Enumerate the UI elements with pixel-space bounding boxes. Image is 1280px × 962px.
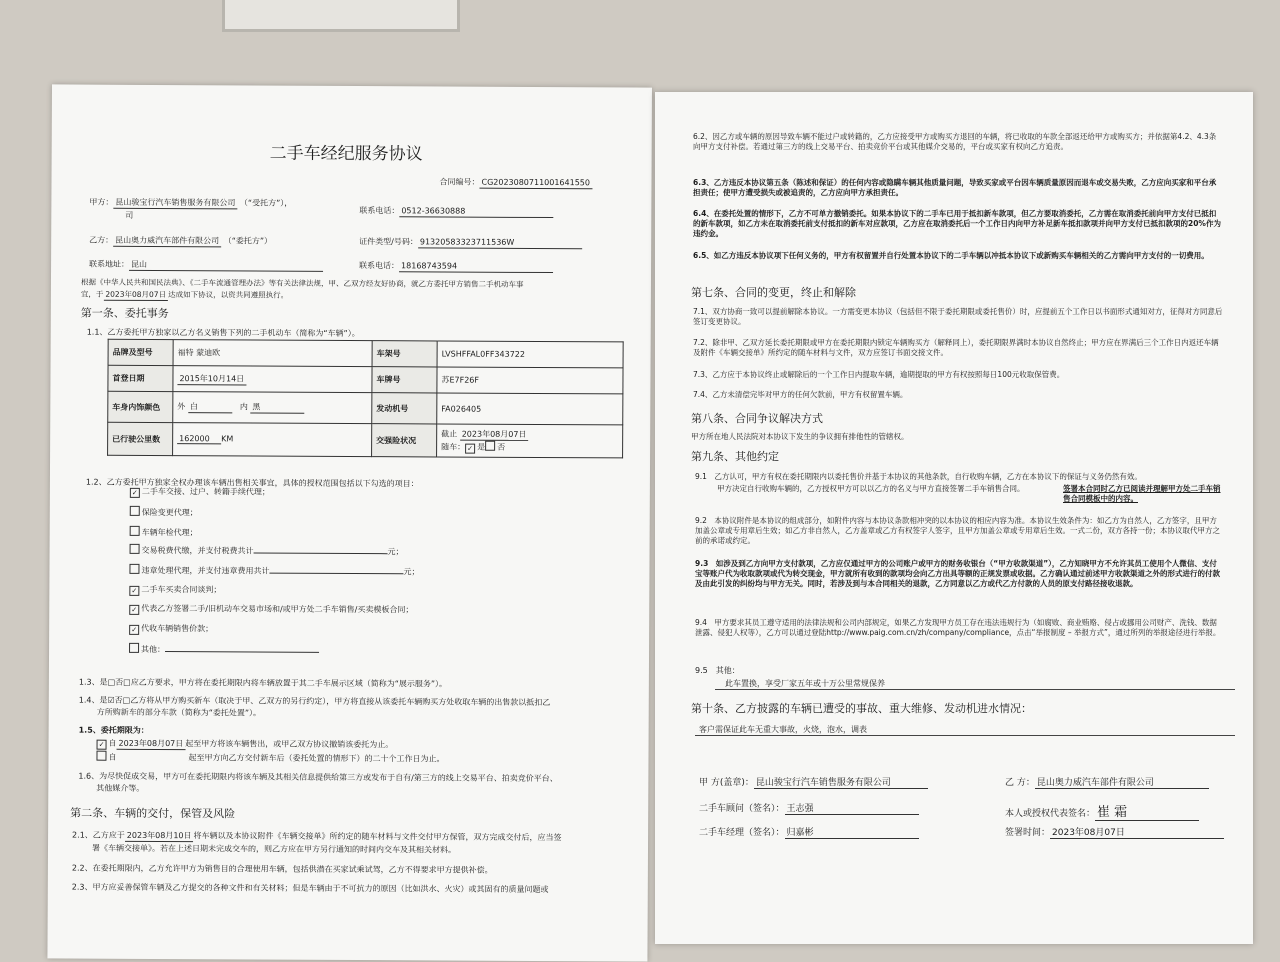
clause-1-1: 1.1、乙方委托甲方独家以乙方名义销售下列的二手机动车（简称为“车辆”）。 xyxy=(86,327,360,339)
sig-party-b: 乙 方： 昆山奥力威汽车部件有限公司 xyxy=(1005,775,1209,789)
clause-8: 甲方所在地人民法院对本协议下发生的争议拥有排他性的管辖权。 xyxy=(691,432,909,441)
auth-option: ✓ 代表乙方签署二手/旧机动车交易市场和/或甲方处二手车销售/买卖模板合同； xyxy=(129,603,413,616)
vehicle-info-table: 品牌及型号 福特 蒙迪欧 车架号 LVSHFFAL0FF343722 首登日期 2015年10月14日 车牌号 苏E7F26F 车身内饰颜色 外 白 内 黑 发动机号 FA026405 已行驶公里数 162000 KM 交强险状况 截止 2023年08月07日 随车： ✓ 是 否 xyxy=(107,339,624,459)
auth-option: 保险变更代理； xyxy=(130,506,198,518)
party-b-phone: 联系电话： 18168743594 xyxy=(359,260,553,273)
engine-value: FA026405 xyxy=(437,393,623,425)
checkbox[interactable] xyxy=(129,643,139,653)
section-7-title: 第七条、合同的变更，终止和解除 xyxy=(691,286,856,299)
clause-7-4: 7.4、乙方未清偿完毕对甲方的任何欠款前，甲方有权留置车辆。 xyxy=(693,390,908,399)
auth-option: 违章处理代理，并支付违章费用共计 元； xyxy=(129,564,419,578)
party-b: 乙方： 昆山奥力威汽车部件有限公司 （“委托方”） xyxy=(89,235,273,246)
clause-6-2: 6.2、因乙方或车辆的原因导致车辆不能过户或转籍的，乙方应接受甲方或购买方退回的车辆，将已收取的车款全部返还给甲方或购买方；并依据第4.2、4.3条向甲方支付补偿。若通过第三方的线上交易平台、拍卖竞价平台或其他媒介交易的，平台或买家有权向乙方追责。 xyxy=(693,132,1217,151)
section-2-title: 第二条、车辆的交付，保管及风险 xyxy=(70,806,236,821)
clause-1-5-b: 自 起至甲方向乙方交付新车后（委托处置的情形下）的二十个工作日为止。 xyxy=(96,751,444,765)
clause-9-3: 9.3 如涉及到乙方向甲方支付款项，乙方应仅通过甲方的公司账户或甲方的财务收银台（“甲方收款渠道”），乙方知晓甲方不允许其员工使用个人微信、支付宝等账户代为收取款项或代为转交现金，甲方就所有收到的款项均会向乙方出具等额的正规发票或收据。乙方确认通过前述甲方收款渠道之外的形式进行的付款及由此引发的纠纷均与甲方无关。同时，若涉及到与本合同相关的退款，乙方同意以乙方或代乙方付款的人员的原支付路径接收退款。 xyxy=(695,559,1220,588)
mileage-value: 162000 KM xyxy=(173,423,372,457)
checkbox[interactable] xyxy=(130,544,140,554)
checkbox[interactable] xyxy=(129,564,139,574)
clause-1-3: 1.3、是□否□应乙方要求，甲方将在委托期限内将车辆放置于其二手车展示区域（简称为“展示服务”）。 xyxy=(78,677,448,689)
reg-date-value: 2015年10月14日 xyxy=(177,373,246,385)
contract-no: 合同编号： CG2023080711001641550 xyxy=(439,176,592,189)
sig-adviser: 二手车顾问（签名）： 王志强 xyxy=(699,801,919,815)
sig-party-a: 甲 方(盖章)： 昆山骏宝行汽车销售服务有限公司 xyxy=(699,775,928,789)
clause-7-2: 7.2、除非甲、乙双方延长委托期限或甲方在委托期限内锁定车辆购买方（解释同上），委托期限界满时本协议自然终止；甲方应在界满后三个工作日内返还车辆及附件《车辆交接单》所约定的随车材料与文件，双方应签订书面交接文件。 xyxy=(693,338,1219,357)
clause-1-4-a: 1.4、是☑否□乙方将从甲方购买新车（取决于甲、乙双方的另行约定），甲方将直接从该委托车辆购买方处收取车辆的出售款以抵扣乙 xyxy=(78,695,551,708)
clause-9-5-value: 此车置换，享受厂家五年或十万公里常规保养 xyxy=(725,679,885,688)
clause-9-5: 9.5 其他： xyxy=(695,666,740,675)
sig-manager: 二手车经理（签名）： 归嘉彬 xyxy=(699,825,919,839)
section-10-title: 第十条、乙方披露的车辆已遭受的事故、重大维修、发动机进水情况： xyxy=(691,702,1032,715)
page-title: 二手车经纪服务协议 xyxy=(269,143,423,165)
clause-2-3: 2.3、甲方应妥善保管车辆及乙方提交的各种文件和有关材料；但是车辆由于不可抗力的原因（比如洪水、火灾）或其固有的质量问题或 xyxy=(71,882,549,895)
auth-option: ✓ 二手车买卖合同谈判； xyxy=(129,584,221,596)
section-8-title: 第八条、合同争议解决方式 xyxy=(691,412,823,425)
clause-9-1-b: 甲方决定自行收购车辆的，乙方授权甲方可以以乙方的名义与甲方直接签署二手车销售合同。 xyxy=(717,484,1025,493)
insurance-status: 截止 2023年08月07日 随车： ✓ 是 否 xyxy=(437,424,623,458)
plate-value: 苏E7F26F xyxy=(437,367,623,394)
brand-value: 福特 蒙迪欧 xyxy=(173,340,372,367)
clause-9-1-c: 签署本合同时乙方已阅读并理解甲方处二手车销售合同模板中的内容。 xyxy=(1063,484,1221,503)
clause-6-5: 6.5、如乙方违反本协议项下任何义务的，甲方有权留置并自行处置本协议下的二手车辆以冲抵本协议下或新购买车辆相关的乙方需向甲方支付的一切费用。 xyxy=(693,251,1209,260)
auth-option: ✓ 代收车辆销售价款； xyxy=(129,623,213,635)
clause-1-6-a: 1.6、为尽快促成交易，甲方可在委托期限内将该车辆及其相关信息提供给第三方或发布于自有/第三方的线上交易平台、拍卖竞价平台、 xyxy=(78,771,558,784)
clause-6-4: 6.4、在委托处置的情形下，乙方不可单方撤销委托。如果本协议下的二手车已用于抵扣新车款项，但乙方要取消委托，乙方需在取消委托前向甲方支付已抵扣的新车款项，如乙方未在取消委托前支付抵扣的新车对应款项，乙方应在取消委托后一个工作日内向甲方补足新车抵扣款项并向甲方支付已抵扣款项的20%作为违约金。 xyxy=(693,209,1221,238)
clause-2-1-b: 署《车辆交接单》。若在上述日期未完成交车的，则乙方应在甲方另行通知的时间内交车及其相关材料。 xyxy=(91,843,457,855)
clause-2-2: 2.2、在委托期限内，乙方允许甲方为销售目的合理使用车辆，包括供潜在买家试乘试驾，乙方不得要求甲方提供补偿。 xyxy=(71,863,493,875)
party-b-address: 联系地址： 昆山 xyxy=(89,259,323,272)
intro-line-2: 宜，于 2023年08月07日 达成如下协议，以资共同遵照执行。 xyxy=(80,289,289,300)
contract-page-2 xyxy=(655,92,1253,944)
intro-line-1: 根据《中华人民共和国民法典》、《二手车流通管理办法》等有关法律法规，甲、乙双方经友好协商，就乙方委托甲方销售二手机动车事 xyxy=(80,277,524,289)
party-b-id: 证件类型/号码： 91320583323711536W xyxy=(359,236,582,249)
color-value: 外 白 内 黑 xyxy=(173,392,372,424)
section-10-value: 客户需保证此车无重大事故，火烧，泡水，调表 xyxy=(699,725,867,734)
checkbox[interactable]: ✓ xyxy=(129,586,139,596)
auth-option: 其他： xyxy=(129,643,319,656)
clause-9-1-a: 9.1 乙方认可，甲方有权在委托期限内以委托售价并基于本协议的其他条款，自行收购车辆，乙方在本协议下的保证与义务仍然有效。 xyxy=(695,472,1142,481)
checkbox[interactable]: ✓ xyxy=(129,625,139,635)
clause-1-2: 1.2、乙方委托甲方独家全权办理该车辆出售相关事宜，具体的授权范围包括以下勾选的项目： xyxy=(85,477,419,489)
authorization-options xyxy=(52,84,652,87)
clause-2-1-a: 2.1、乙方应于 2023年08月10日 将车辆以及本协议附件《车辆交接单》所约定的随车材料与文件交付甲方保管，双方完成交付后，应当签 xyxy=(72,830,562,843)
window-frame xyxy=(222,0,460,32)
auth-option: 交易税费代缴，并支付税费共计 元； xyxy=(130,544,404,557)
clause-7-3: 7.3、乙方应于本协议终止或解除后的一个工作日内提取车辆，逾期提取的甲方有权按照每日100元收取保管费。 xyxy=(693,370,1065,379)
clause-9-4: 9.4 甲方要求其员工遵守适用的法律法规和公司内部规定，如果乙方发现甲方员工存在违法违规行为（如腐败、商业贿赂、侵占或挪用公司财产、洗钱、数据泄露、侵犯人权等），乙方可以通过登陆http://www.paig.com.cn/zh/company/compliance，点击“举报制度 – 举报方式”，通过所列的举报途径进行举报。 xyxy=(695,618,1221,637)
auth-option: ✓ 二手车交接、过户、转籍手续代理； xyxy=(130,486,270,499)
contract-page-1: 二手车经纪服务协议 合同编号： CG2023080711001641550 甲方： 昆山骏宝行汽车销售服务有限公司 （“受托方”）， 司 联系电话： 0512-36630888 乙方： 昆山奥力威汽车部件有限公司 （“委托方”） 证件类型/号码： 91320583323711536W 联系地址： 昆山 联系电话： 18168743594 根据《中华人民共和国民法典》、《二手车流通管理办法》等有关法律法规，甲、乙双方经友好协商，就乙方委托甲方销售二手机动车事 宜，于 2023年08月07日 达成如下协议，以资共同遵照执行。 第一条、委托事务 1.1、乙方委托甲方独家以乙方名义销售下列的二手机动车（简称为“车辆”）。 品牌及型号 福特 蒙迪欧 车架号 LVSHFFAL0FF343722 首登日期 2015年10月14日 车牌号 苏E7F26F 车身内饰颜色 外 白 内 黑 发动机号 FA026405 已行驶公里数 162000 KM 交强险状况 截止 2023年08月07日 随车： ✓ 是 否 1.2、乙方委托甲方独家全权办理该车辆出售相关事宜，具体的授权范围包括以下勾选的项目： 1.3、是□否□应乙方要求，甲方将在委托期限内将车辆放置于其二手车展示区域（简称为“展示服务”）。 1.4、是☑否□乙方将从甲方购买新车（取决于甲、乙双方的另行约定），甲方将直接从该委托车辆购买方处收取车辆的出售款以抵扣乙 方所购新车的部分车款（简称为“委托处置”）。 1.5、委托期限为： ✓ 自 2023年08月07日 起至甲方将该车辆售出，或甲乙双方协议撤销该委托为止。 自 起至甲方向乙方交付新车后（委托处置的情形下）的二十个工作日为止。 1.6、为尽快促成交易，甲方可在委托期限内将该车辆及其相关信息提供给第三方或发布于自有/第三方的线上交易平台、拍卖竞价平台、 其他媒介等。 第二条、车辆的交付，保管及风险 2.1、乙方应于 2023年08月10日 将车辆以及本协议附件《车辆交接单》所约定的随车材料与文件交付甲方保管，双方完成交付后，应当签 署《车辆交接单》。若在上述日期未完成交车的，则乙方应在甲方另行通知的时间内交车及其相关材料。 2.2、在委托期限内，乙方允许甲方为销售目的合理使用车辆，包括供潜在买家试乘试驾，乙方不得要求甲方提供补偿。 2.3、甲方应妥善保管车辆及乙方提交的各种文件和有关材料；但是车辆由于不可抗力的原因（比如洪水、火灾）或其固有的质量问题或 ✓ 二手车交接、过户、转籍手续代理； 保险变更代理； 车辆年检代理； 交易税费代缴，并支付税费共计 元； 违章处理代理，并支付违章费用共计 元； ✓ 二手车买卖合同谈判； ✓ 代表乙方签署二手/旧机动车交易市场和/或甲方处二手车销售/买卖模板合同； ✓ 代收车辆销售价款； 其他： xyxy=(47,84,652,961)
checkbox[interactable]: ✓ xyxy=(130,488,140,498)
clause-1-5-a: ✓ 自 2023年08月07日 起至甲方将该车辆售出，或甲乙双方协议撤销该委托为止。 xyxy=(97,738,394,752)
clause-1-6-b: 其他媒介等。 xyxy=(96,783,145,793)
sig-self: 本人或授权代表签名： 崔 霜 xyxy=(1005,801,1199,821)
clause-1-4-b: 方所购新车的部分车款（简称为“委托处置”）。 xyxy=(96,707,262,718)
sig-date: 签署时间： 2023年08月07日 xyxy=(1005,825,1224,839)
section-1-title: 第一条、委托事务 xyxy=(80,306,169,321)
party-a-phone: 联系电话： 0512-36630888 xyxy=(359,205,553,218)
clause-7-1: 7.1、双方协商一致可以提前解除本协议。一方需变更本协议（包括但不限于委托期限或委托售价）时，应提前五个工作日以书面形式通知对方，征得对方同意后签订变更协议。 xyxy=(693,307,1223,326)
party-a: 甲方： 昆山骏宝行汽车销售服务有限公司 （“受托方”）， xyxy=(89,197,293,208)
clause-1-5: 1.5、委托期限为： xyxy=(78,725,149,735)
clause-6-3: 6.3、乙方违反本协议第五条（陈述和保证）的任何内容或隐瞒车辆其他质量问题，导致买家或平台因车辆质量原因而退车或交易失败，乙方应向买家和平台承担责任；使甲方遭受损失或被追责的，乙方应向甲方承担责任。 xyxy=(693,178,1217,197)
auth-option: 车辆年检代理； xyxy=(130,526,198,538)
clause-9-2: 9.2 本协议附件是本协议的组成部分，如附件内容与本协议条款相冲突的以本协议的相应内容为准。本协议生效条件为：如乙方为自然人，乙方签字，且甲方加盖公章或专用章后生效；如乙方非自然人，乙方盖章或乙方有权签字人签字，且甲方加盖公章或专用章后生效。一式二份，双方各持一份；本协议取代甲方之前的承诺或约定。 xyxy=(695,516,1220,545)
checkbox[interactable] xyxy=(130,526,140,536)
section-9-title: 第九条、其他约定 xyxy=(691,450,779,463)
vin-value: LVSHFFAL0FF343722 xyxy=(437,341,623,368)
checkbox[interactable]: ✓ xyxy=(129,605,139,615)
checkbox[interactable] xyxy=(130,506,140,516)
